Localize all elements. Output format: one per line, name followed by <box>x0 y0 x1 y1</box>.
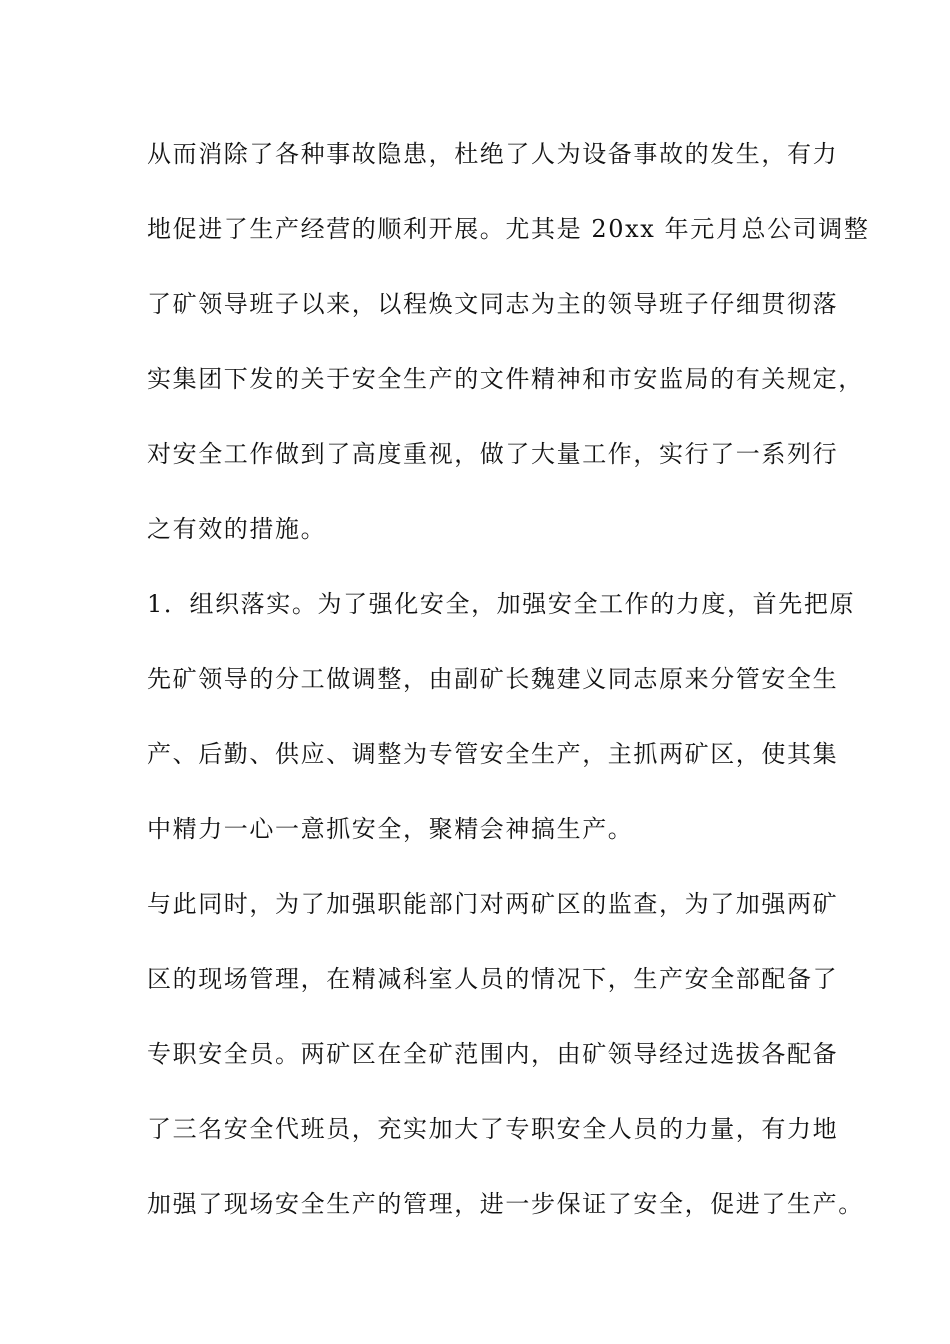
text-line: 了三名安全代班员，充实加大了专职安全人员的力量，有力地 <box>147 1115 839 1143</box>
text-line: 区的现场管理，在精减科室人员的情况下，生产安全部配备了 <box>147 965 839 993</box>
text-line: 加强了现场安全生产的管理，进一步保证了安全，促进了生产。 <box>147 1190 864 1218</box>
text-line: 与此同时，为了加强职能部门对两矿区的监查，为了加强两矿 <box>147 890 839 918</box>
text-line: 先矿领导的分工做调整，由副矿长魏建义同志原来分管安全生 <box>147 665 839 693</box>
text-line: 专职安全员。两矿区在全矿范围内，由矿领导经过选拔各配备 <box>147 1040 839 1068</box>
text-line: 对安全工作做到了高度重视，做了大量工作，实行了一系列行 <box>147 440 839 468</box>
text-line: 之有效的措施。 <box>147 515 327 543</box>
text-line: 中精力一心一意抓安全，聚精会神搞生产。 <box>147 815 634 843</box>
text-line: 实集团下发的关于安全生产的文件精神和市安监局的有关规定， <box>147 365 864 393</box>
text-line: 从而消除了各种事故隐患，杜绝了人为设备事故的发生，有力 <box>147 140 839 168</box>
text-line: 产、后勤、供应、调整为专管安全生产，主抓两矿区，使其集 <box>147 740 839 768</box>
text-line: 了矿领导班子以来，以程焕文同志为主的领导班子仔细贯彻落 <box>147 290 839 318</box>
text-line: 1．组织落实。为了强化安全，加强安全工作的力度，首先把原 <box>147 590 856 618</box>
text-line: 地促进了生产经营的顺利开展。尤其是 20xx 年元月总公司调整 <box>147 215 870 243</box>
